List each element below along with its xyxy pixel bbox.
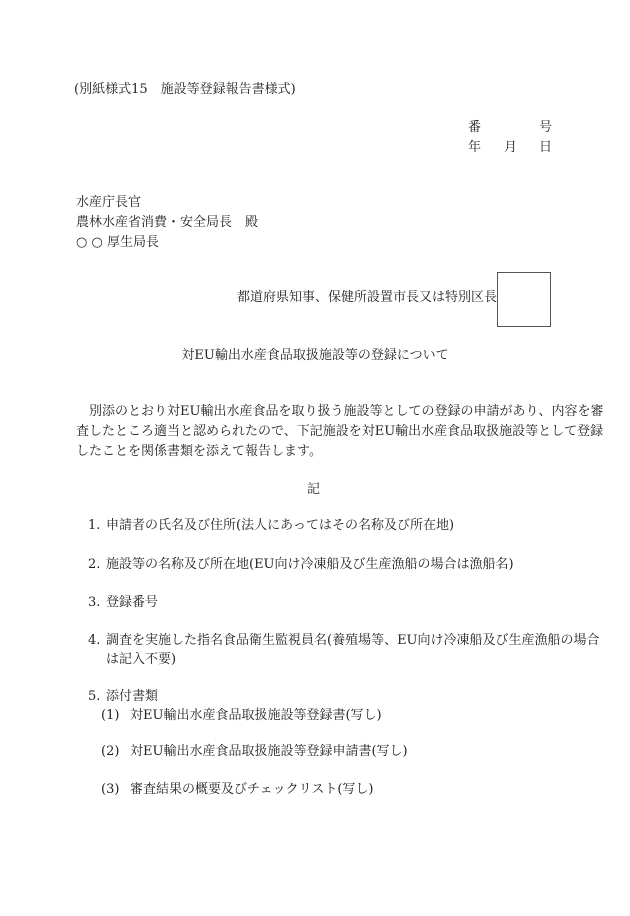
addressee-3: ○ ○ 厚生局長 [76, 235, 159, 250]
date-day: 日 [539, 140, 553, 155]
attachment-1-num: (1) [101, 708, 120, 723]
item-1-text: 申請者の氏名及び住所(法人にあってはその名称及び所在地) [106, 518, 455, 533]
item-3-text: 登録番号 [106, 595, 159, 610]
ki-heading: 記 [307, 482, 321, 497]
item-4-cont: は記入不要) [106, 652, 177, 667]
addressee-1: 水産庁長官 [76, 195, 142, 210]
item-1-num: 1. [88, 518, 101, 533]
attachment-2-text: 対EU輸出水産食品取扱施設等登録申請書(写し) [130, 744, 408, 759]
sender: 都道府県知事、保健所設置市長又は特別区長 [236, 290, 497, 305]
body-line-2: 査したところ適当と認められたので、下記施設を対EU輸出水産食品取扱施設等として登録 [76, 424, 604, 439]
item-4-num: 4. [88, 633, 101, 648]
addressee-2: 農林水産省消費・安全局長 殿 [76, 215, 259, 230]
body-line-1: 別添のとおり対EU輸出水産食品を取り扱う施設等としての登録の申請があり、内容を審 [76, 404, 604, 419]
date-year: 年 [468, 140, 482, 155]
number-ban: 番 [468, 120, 482, 135]
item-5-text: 添付書類 [106, 689, 159, 704]
item-3-num: 3. [88, 595, 101, 610]
item-2-text: 施設等の名称及び所在地(EU向け冷凍船及び生産漁船の場合は漁船名) [106, 557, 514, 572]
form-label: (別紙様式15 施設等登録報告書様式) [74, 82, 296, 97]
item-2-num: 2. [88, 557, 101, 572]
number-go: 号 [539, 120, 553, 135]
attachment-3-text: 審査結果の概要及びチェックリスト(写し) [130, 782, 374, 797]
seal-box [497, 272, 551, 327]
attachment-3-num: (3) [101, 782, 120, 797]
attachment-1-text: 対EU輸出水産食品取扱施設等登録書(写し) [130, 708, 382, 723]
attachment-2-num: (2) [101, 744, 120, 759]
item-4-text: 調査を実施した指名食品衛生監視員名(養殖場等、EU向け冷凍船及び生産漁船の場合 [106, 633, 600, 648]
body-line-3: したことを関係書類を添えて報告します。 [76, 444, 322, 459]
document-title: 対EU輸出水産食品取扱施設等の登録について [181, 348, 449, 363]
date-month: 月 [504, 140, 518, 155]
item-5-num: 5. [88, 689, 101, 704]
